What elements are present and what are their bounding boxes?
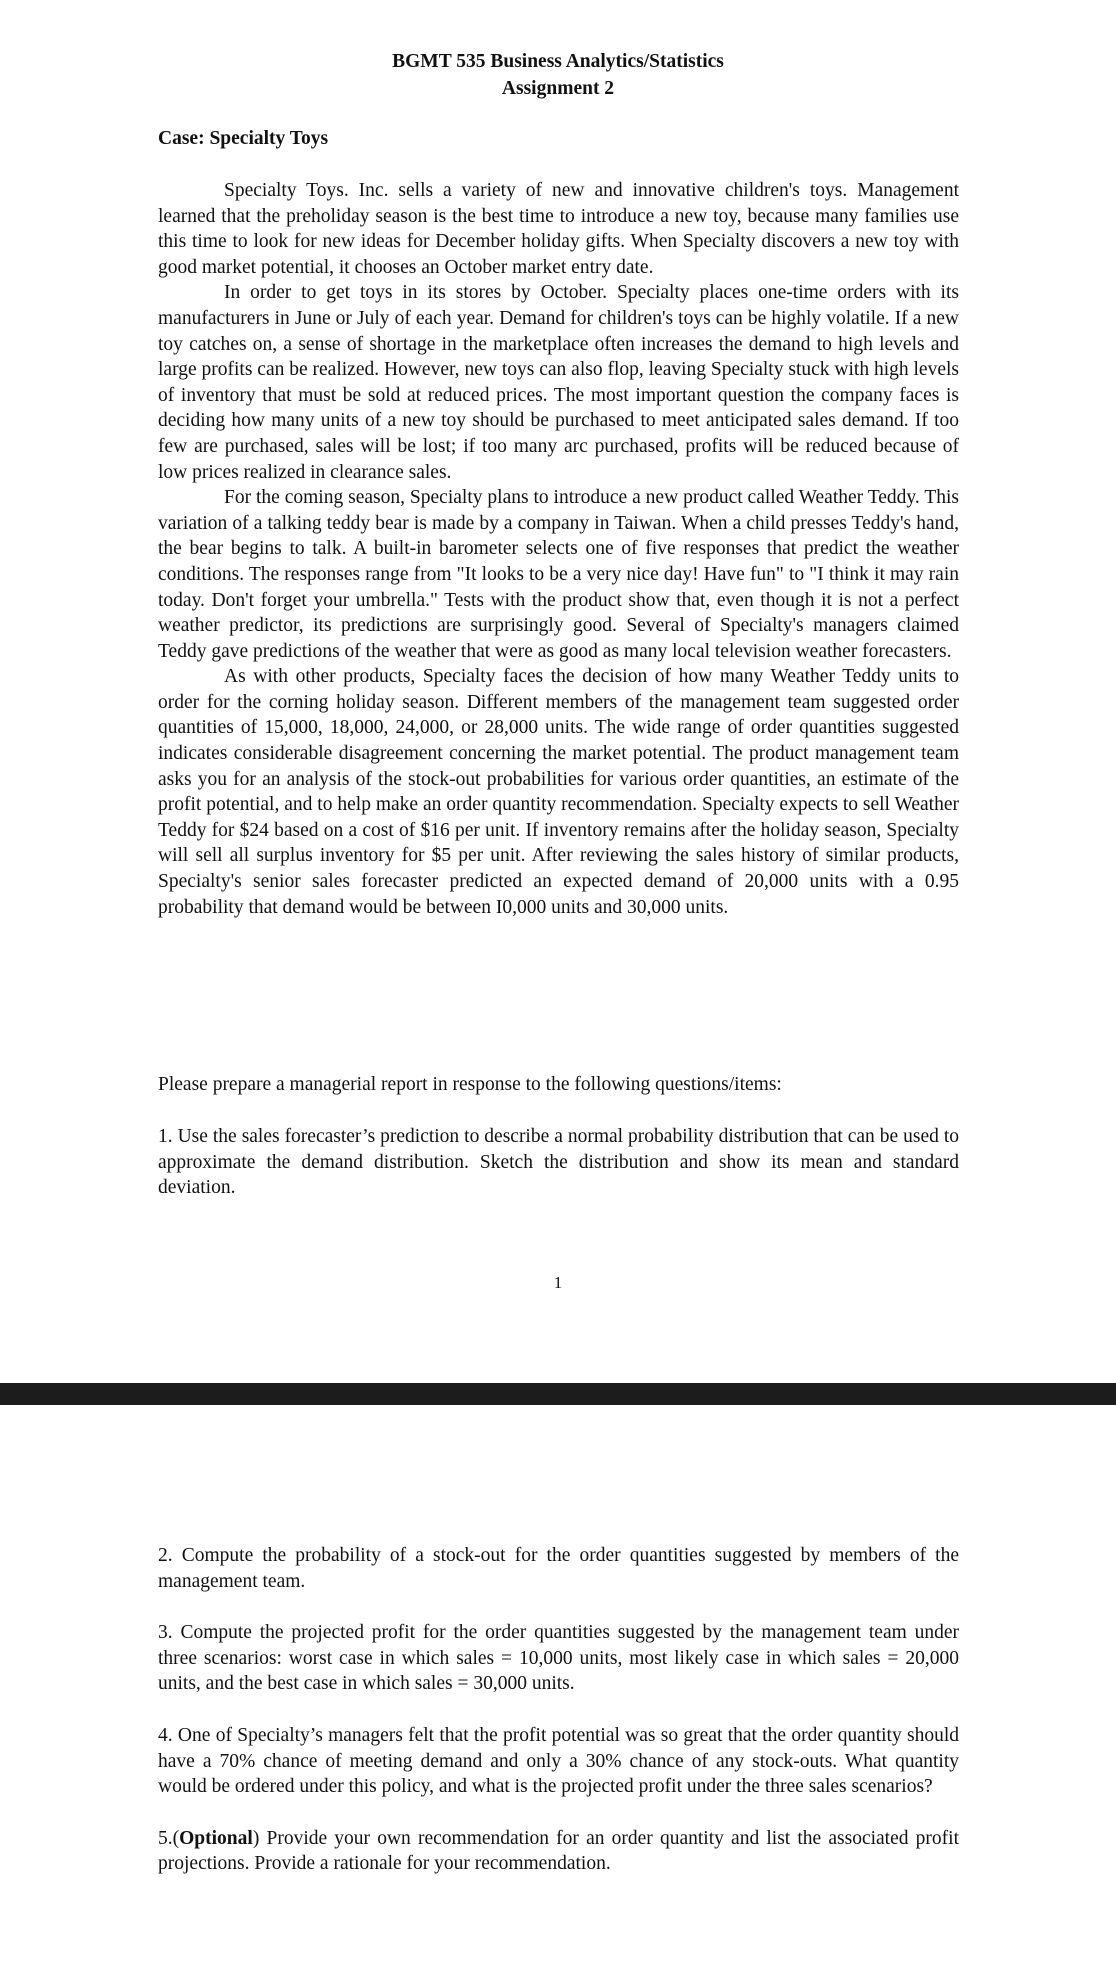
case-paragraph: Specialty Toys. Inc. sells a variety of new and innovative children's toys. Management learned that the preholiday season is the best time to introduce a new toy, because many families use this time to look for new ideas for December holiday gifts. When Specialty discovers a new toy with good market potential, it chooses an October market entry date. xyxy=(158,180,959,278)
question-1-text: 1. Use the sales forecaster’s prediction to describe a normal probability distribution that can be used to approximate the demand distribution. Sketch the distribution and show its mean and standard deviation. xyxy=(158,1126,959,1199)
questions-list xyxy=(158,1543,959,1903)
document-header xyxy=(0,48,1116,102)
page-number: 1 xyxy=(553,1273,563,1292)
question-2: 2. Compute the probability of a stock-out for the order quantities suggested by members of the management team. xyxy=(158,1545,959,1592)
case-heading: Case: Specialty Toys xyxy=(158,128,329,149)
question-3: 3. Compute the projected profit for the order quantities suggested by the management team under three scenarios: worst case in which sales = 10,000 units, most likely case in which sales = 20,000 units, and the best case in which sales = 30,000 units. xyxy=(158,1622,959,1695)
assignment-title: Assignment 2 xyxy=(501,78,615,99)
case-paragraph: For the coming season, Specialty plans to introduce a new product called Weather Teddy. This variation of a talking teddy bear is made by a company in Taiwan. When a child presses Teddy's hand, the bear begins to talk. A built-in barometer selects one of five responses that predict the weather conditions. The responses range from "It looks to be a very nice day! Have fun" to "I think it may rain today. Don't forget your umbrella." Tests with the product show that, even though it is not a perfect weather predictor, its predictions are surprisingly good. Several of Specialty's managers claimed Teddy gave predictions of the weather that were as good as many local television weather forecasters. xyxy=(158,487,959,662)
report-prompt-text: Please prepare a managerial report in response to the following questions/items: xyxy=(158,1074,782,1095)
case-paragraph: In order to get toys in its stores by October. Specialty places one-time orders with its manufacturers in June or July of each year. Demand for children's toys can be highly volatile. If a new toy catches on, a sense of shortage in the marketplace often increases the demand to high levels and large profits can be realized. However, new toys can also flop, leaving Specialty stuck with high levels of inventory that must be sold at reduced prices. The most important question the company faces is deciding how many units of a new toy should be purchased to meet anticipated sales demand. If too few are purchased, sales will be lost; if too many arc purchased, profits will be reduced because of low prices realized in clearance sales. xyxy=(158,282,959,483)
case-paragraph: As with other products, Specialty faces the decision of how many Weather Teddy units to order for the corning holiday season. Different members of the management team suggested order quantities of 15,000, 18,000, 24,000, or 28,000 units. The wide range of order quantities suggested indicates considerable disagreement concerning the market potential. The product management team asks you for an analysis of the stock-out probabilities for various order quantities, an estimate of the profit potential, and to help make an order quantity recommendation. Specialty expects to sell Weather Teddy for $24 based on a cost of $16 per unit. If inventory remains after the holiday season, Specialty will sell all surplus inventory for $5 per unit. After reviewing the sales history of similar products, Specialty's senior sales forecaster predicted an expected demand of 20,000 units with a 0.95 probability that demand would be between I0,000 units and 30,000 units. xyxy=(158,666,959,918)
question-5-optional-label: Optional xyxy=(179,1827,253,1849)
question-5-prefix: 5.( xyxy=(158,1827,180,1849)
question-5-text: ) Provide your own recommendation for an order quantity and list the associated profit projections. Provide a rationale for your recommendation. xyxy=(158,1827,959,1875)
page-separator xyxy=(0,1383,1116,1405)
report-prompt xyxy=(158,1072,959,1098)
question-1 xyxy=(158,1124,959,1201)
question-5 xyxy=(158,1826,959,1877)
question-4: 4. One of Specialty’s managers felt that the profit potential was so great that the order quantity should have a 70% chance of meeting demand and only a 30% chance of any stock-outs. What quantity would be ordered under this policy, and what is the projected profit under the three sales scenarios? xyxy=(158,1724,959,1798)
document-page-2 xyxy=(0,1405,1116,1968)
course-title: BGMT 535 Business Analytics/Statistics xyxy=(392,51,724,72)
case-body xyxy=(158,178,959,920)
